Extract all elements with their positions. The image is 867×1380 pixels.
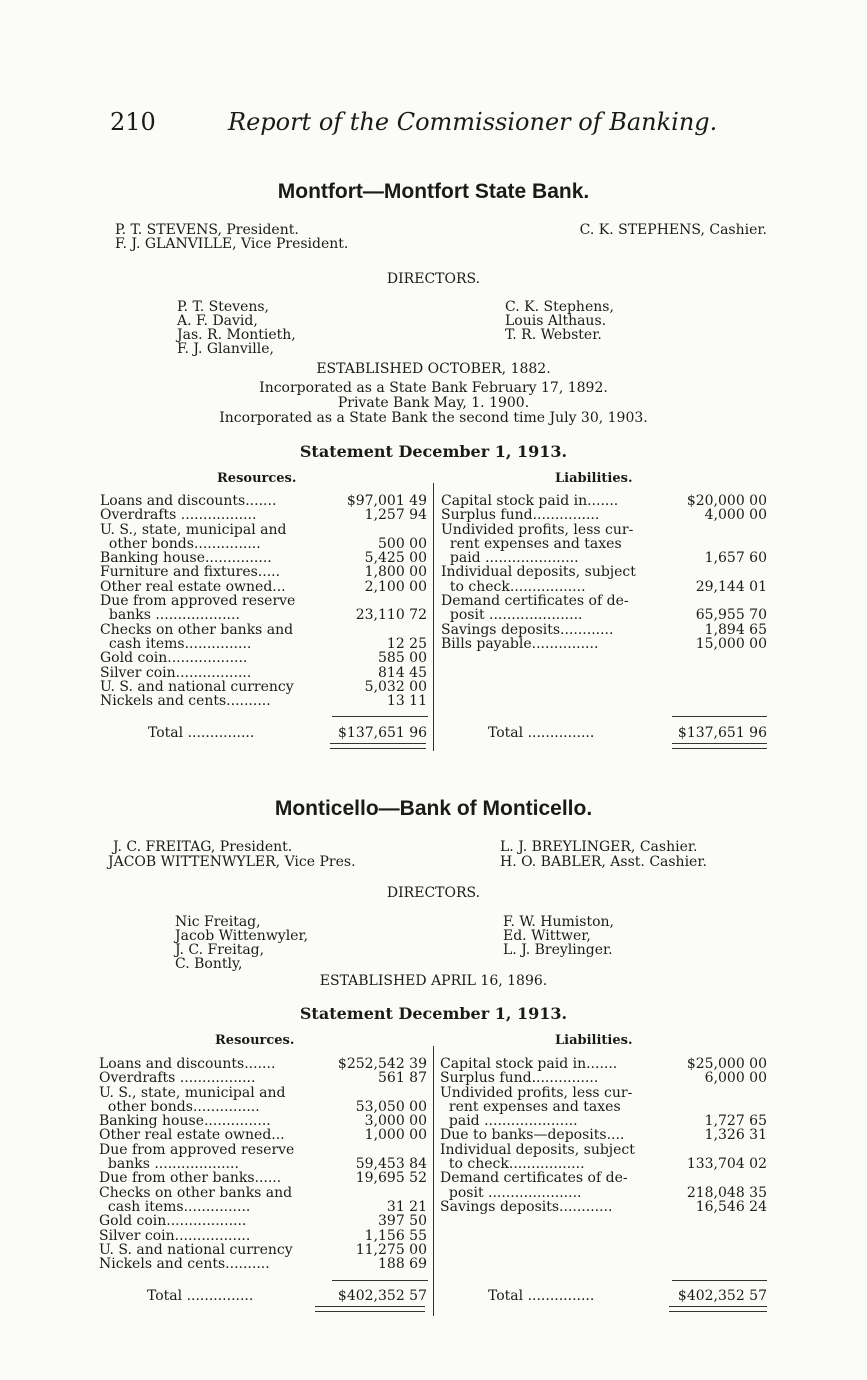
bank2-column-divider [433, 1046, 434, 1316]
bank1-established: ESTABLISHED OCTOBER, 1882. [316, 361, 551, 377]
ledger-row [100, 637, 427, 651]
ledger-label: Loans and discounts....... [99, 1056, 276, 1072]
bank1-liabilities-total: $137,651 96 [677, 725, 767, 741]
director: J. C. Freitag, [175, 942, 265, 958]
ledger-label: Due from other banks...... [99, 1170, 282, 1187]
ledger-amount: 16,546 24 [695, 1198, 767, 1215]
ledger-row [100, 565, 427, 579]
ledger-amount: $97,001 49 [346, 493, 427, 509]
ledger-amount: 29,144 01 [695, 578, 767, 595]
bank2-cashier: L. J. BREYLINGER, Cashier. [500, 839, 698, 855]
bank2-resources-total-rule [332, 1280, 428, 1281]
ledger-amount: 12 25 [386, 635, 427, 652]
bank2-resources-total: $402,352 57 [337, 1288, 427, 1304]
ledger-row [100, 580, 427, 594]
ledger-label: Capital stock paid in....... [441, 493, 619, 509]
bank2-president: J. C. FREITAG, President. [113, 839, 293, 855]
ledger-row [99, 1128, 427, 1142]
bank2-liabilities-total-label: Total ............... [488, 1288, 595, 1304]
ledger-label: Silver coin................. [99, 1227, 251, 1244]
ledger-row [440, 1114, 767, 1128]
bank2-directors-right [503, 915, 614, 957]
ledger-amount: 13 11 [386, 693, 427, 710]
ledger-amount: 23,110 72 [355, 607, 427, 624]
ledger-row [440, 1200, 767, 1214]
ledger-label: Due from approved reserve [100, 593, 296, 610]
ledger-label: rent expenses and taxes [440, 1098, 621, 1115]
director: F. J. Glanville, [177, 341, 274, 357]
ledger-amount: 1,800 00 [364, 564, 427, 581]
ledger-row [100, 666, 427, 680]
ledger-label: Checks on other banks and [99, 1184, 293, 1201]
ledger-amount: $252,542 39 [337, 1056, 427, 1072]
ledger-label: paid ..................... [441, 550, 579, 567]
bank1-history-line: Private Bank May, 1. 1900. [337, 395, 530, 411]
ledger-amount: 1,156 55 [364, 1227, 427, 1244]
ledger-amount: 5,425 00 [364, 550, 427, 567]
ledger-label: rent expenses and taxes [441, 535, 622, 552]
ledger-label: posit ..................... [441, 607, 583, 624]
ledger-row [99, 1086, 427, 1100]
ledger-label: paid ..................... [440, 1113, 578, 1130]
ledger-label: Banking house............... [100, 550, 272, 567]
ledger-row [441, 537, 767, 551]
director: Jacob Wittenwyler, [175, 928, 309, 944]
ledger-row [99, 1100, 427, 1114]
bank1-resources-table [100, 494, 427, 714]
ledger-row [99, 1157, 427, 1171]
bank1-liabilities-total-label: Total ............... [488, 725, 595, 741]
ledger-row [100, 494, 427, 508]
ledger-label: Individual deposits, subject [441, 564, 636, 581]
ledger-amount: 814 45 [378, 664, 427, 681]
ledger-amount: 6,000 00 [704, 1070, 767, 1087]
ledger-label: Surplus fund............... [440, 1070, 599, 1087]
ledger-amount: 1,727 65 [704, 1113, 767, 1130]
ledger-label: Demand certificates of de- [440, 1170, 628, 1187]
ledger-row [100, 551, 427, 565]
bank2-asst-cashier: H. O. BABLER, Asst. Cashier. [500, 854, 707, 870]
ledger-row [99, 1071, 427, 1085]
bank2-directors-heading: DIRECTORS. [386, 885, 481, 901]
ledger-label: Savings deposits............ [440, 1198, 613, 1215]
ledger-label: Capital stock paid in....... [440, 1056, 618, 1072]
ledger-amount: 53,050 00 [355, 1098, 427, 1115]
ledger-label: U. S. and national currency [100, 678, 294, 695]
director: P. T. Stevens, [177, 299, 270, 315]
ledger-label: cash items............... [100, 635, 252, 652]
ledger-label: Other real estate owned... [99, 1127, 285, 1144]
bank1-resources-total-rule [332, 716, 428, 717]
ledger-row [99, 1257, 427, 1271]
ledger-row [440, 1157, 767, 1171]
ledger-label: posit ..................... [440, 1184, 582, 1201]
bank2-liabilities-double-rule [669, 1306, 767, 1312]
ledger-row [440, 1057, 767, 1071]
bank1-liabilities-double-rule [672, 743, 767, 749]
ledger-row [100, 623, 427, 637]
director: Nic Freitag, [175, 914, 261, 930]
ledger-label: Due to banks—deposits.... [440, 1127, 625, 1144]
page-number: 210 [110, 108, 156, 136]
ledger-label: U. S. and national currency [99, 1241, 293, 1258]
ledger-row [99, 1243, 427, 1257]
ledger-label: Undivided profits, less cur- [440, 1084, 633, 1101]
director: Jas. R. Montieth, [177, 327, 296, 343]
bank1-liabilities-total-rule [672, 716, 767, 717]
ledger-amount: $20,000 00 [686, 493, 767, 509]
ledger-label: Surplus fund............... [441, 507, 600, 524]
ledger-row [440, 1171, 767, 1185]
ledger-label: Nickels and cents.......... [99, 1256, 270, 1273]
bank2-resources-double-rule [315, 1306, 425, 1312]
bank1-history-line: Incorporated as a State Bank February 17, 1892. [259, 380, 608, 396]
ledger-label: Gold coin.................. [100, 650, 248, 667]
ledger-amount: 1,326 31 [704, 1127, 767, 1144]
ledger-amount: 133,704 02 [686, 1156, 767, 1173]
ledger-label: Savings deposits............ [441, 621, 614, 638]
bank1-title: Montfort—Montfort State Bank. [277, 180, 590, 203]
bank1-cashier: C. K. STEPHENS, Cashier. [579, 222, 767, 238]
ledger-label: U. S., state, municipal and [100, 521, 287, 538]
bank1-column-divider [433, 483, 434, 751]
ledger-amount: 2,100 00 [364, 578, 427, 595]
ledger-row [440, 1128, 767, 1142]
ledger-amount: 15,000 00 [695, 635, 767, 652]
ledger-label: banks ................... [100, 607, 240, 624]
bank2-title: Monticello—Bank of Monticello. [274, 797, 593, 820]
ledger-row [441, 523, 767, 537]
ledger-row [440, 1186, 767, 1200]
ledger-label: Demand certificates of de- [441, 593, 629, 610]
ledger-row [100, 594, 427, 608]
director: Ed. Wittwer, [503, 928, 591, 944]
ledger-row [100, 651, 427, 665]
ledger-row [441, 608, 767, 622]
ledger-label: to check................. [440, 1156, 585, 1173]
ledger-row [99, 1229, 427, 1243]
ledger-row [440, 1086, 767, 1100]
bank1-directors-heading: DIRECTORS. [386, 271, 481, 287]
ledger-amount: 5,032 00 [364, 678, 427, 695]
bank1-liabilities-heading: Liabilities. [555, 471, 633, 486]
ledger-row [441, 551, 767, 565]
ledger-label: Individual deposits, subject [440, 1141, 635, 1158]
ledger-label: Undivided profits, less cur- [441, 521, 634, 538]
ledger-row [100, 680, 427, 694]
ledger-row [440, 1100, 767, 1114]
ledger-amount: 11,275 00 [355, 1241, 427, 1258]
ledger-label: U. S., state, municipal and [99, 1084, 286, 1101]
ledger-row [100, 537, 427, 551]
ledger-amount: 31 21 [386, 1198, 427, 1215]
bank1-vice-president: F. J. GLANVILLE, Vice President. [115, 236, 349, 252]
bank2-liabilities-table [440, 1057, 767, 1227]
ledger-amount: 1,000 00 [364, 1127, 427, 1144]
director: C. K. Stephens, [505, 299, 614, 315]
ledger-label: Bills payable............... [441, 635, 599, 652]
ledger-label: Nickels and cents.......... [100, 693, 271, 710]
ledger-row [441, 623, 767, 637]
bank2-vice-president: JACOB WITTENWYLER, Vice Pres. [108, 854, 356, 870]
ledger-amount: 19,695 52 [355, 1170, 427, 1187]
ledger-row [440, 1143, 767, 1157]
ledger-amount: 1,894 65 [704, 621, 767, 638]
ledger-row [441, 494, 767, 508]
ledger-row [99, 1171, 427, 1185]
director: C. Bontly, [175, 956, 243, 972]
ledger-amount: $25,000 00 [686, 1056, 767, 1072]
director: F. W. Humiston, [503, 914, 614, 930]
ledger-row [100, 608, 427, 622]
bank1-history-line: Incorporated as a State Bank the second time July 30, 1903. [219, 410, 648, 426]
ledger-amount: 1,257 94 [364, 507, 427, 524]
ledger-row [99, 1143, 427, 1157]
ledger-amount: 1,657 60 [704, 550, 767, 567]
bank1-resources-total-label: Total ............... [148, 725, 255, 741]
bank2-statement-heading: Statement December 1, 1913. [299, 1004, 568, 1023]
ledger-row [100, 694, 427, 708]
director: A. F. David, [177, 313, 258, 329]
ledger-amount: 188 69 [378, 1256, 427, 1273]
ledger-amount: 3,000 00 [364, 1113, 427, 1130]
ledger-label: cash items............... [99, 1198, 251, 1215]
bank1-statement-heading: Statement December 1, 1913. [299, 442, 568, 461]
bank1-directors-right [505, 300, 614, 342]
director: T. R. Webster. [505, 327, 602, 343]
ledger-row [99, 1200, 427, 1214]
ledger-label: Other real estate owned... [100, 578, 286, 595]
ledger-amount: 218,048 35 [686, 1184, 767, 1201]
ledger-row [441, 508, 767, 522]
bank2-resources-heading: Resources. [215, 1033, 295, 1048]
ledger-label: other bonds............... [100, 535, 261, 552]
bank2-directors-left [175, 915, 308, 971]
ledger-label: Overdrafts ................. [99, 1070, 256, 1087]
ledger-amount: 4,000 00 [704, 507, 767, 524]
ledger-amount: 500 00 [378, 535, 427, 552]
bank2-resources-table [99, 1057, 427, 1277]
ledger-row [441, 594, 767, 608]
ledger-row [100, 508, 427, 522]
ledger-label: Silver coin................. [100, 664, 252, 681]
ledger-amount: 59,453 84 [355, 1156, 427, 1173]
ledger-amount: 397 50 [378, 1213, 427, 1230]
ledger-label: Checks on other banks and [100, 621, 294, 638]
ledger-row [441, 565, 767, 579]
ledger-amount: 65,955 70 [695, 607, 767, 624]
bank1-resources-total: $137,651 96 [338, 725, 428, 741]
ledger-row [99, 1214, 427, 1228]
bank2-liabilities-heading: Liabilities. [555, 1033, 633, 1048]
ledger-label: Overdrafts ................. [100, 507, 257, 524]
ledger-label: other bonds............... [99, 1098, 260, 1115]
ledger-row [440, 1071, 767, 1085]
ledger-label: to check................. [441, 578, 586, 595]
bank1-resources-heading: Resources. [217, 471, 297, 486]
bank2-established: ESTABLISHED APRIL 16, 1896. [319, 973, 548, 989]
ledger-label: Furniture and fixtures..... [100, 564, 281, 581]
ledger-row [100, 523, 427, 537]
ledger-label: Loans and discounts....... [100, 493, 277, 509]
bank1-liabilities-table [441, 494, 767, 664]
ledger-amount: 585 00 [378, 650, 427, 667]
bank2-liabilities-total: $402,352 57 [677, 1288, 767, 1304]
director: Louis Althaus. [505, 313, 607, 329]
ledger-row [441, 637, 767, 651]
running-title: Report of the Commissioner of Banking. [228, 108, 718, 136]
ledger-row [99, 1186, 427, 1200]
ledger-label: Due from approved reserve [99, 1141, 295, 1158]
bank2-resources-total-label: Total ............... [147, 1288, 254, 1304]
ledger-row [99, 1057, 427, 1071]
director: L. J. Breylinger. [503, 942, 613, 958]
ledger-amount: 561 87 [378, 1070, 427, 1087]
bank1-directors-left [177, 300, 296, 356]
ledger-row [99, 1114, 427, 1128]
ledger-label: Gold coin.................. [99, 1213, 247, 1230]
ledger-label: banks ................... [99, 1156, 239, 1173]
bank2-liabilities-total-rule [672, 1280, 767, 1281]
ledger-row [441, 580, 767, 594]
ledger-label: Banking house............... [99, 1113, 271, 1130]
bank1-president: P. T. STEVENS, President. [115, 222, 299, 238]
bank1-resources-double-rule [330, 743, 426, 749]
